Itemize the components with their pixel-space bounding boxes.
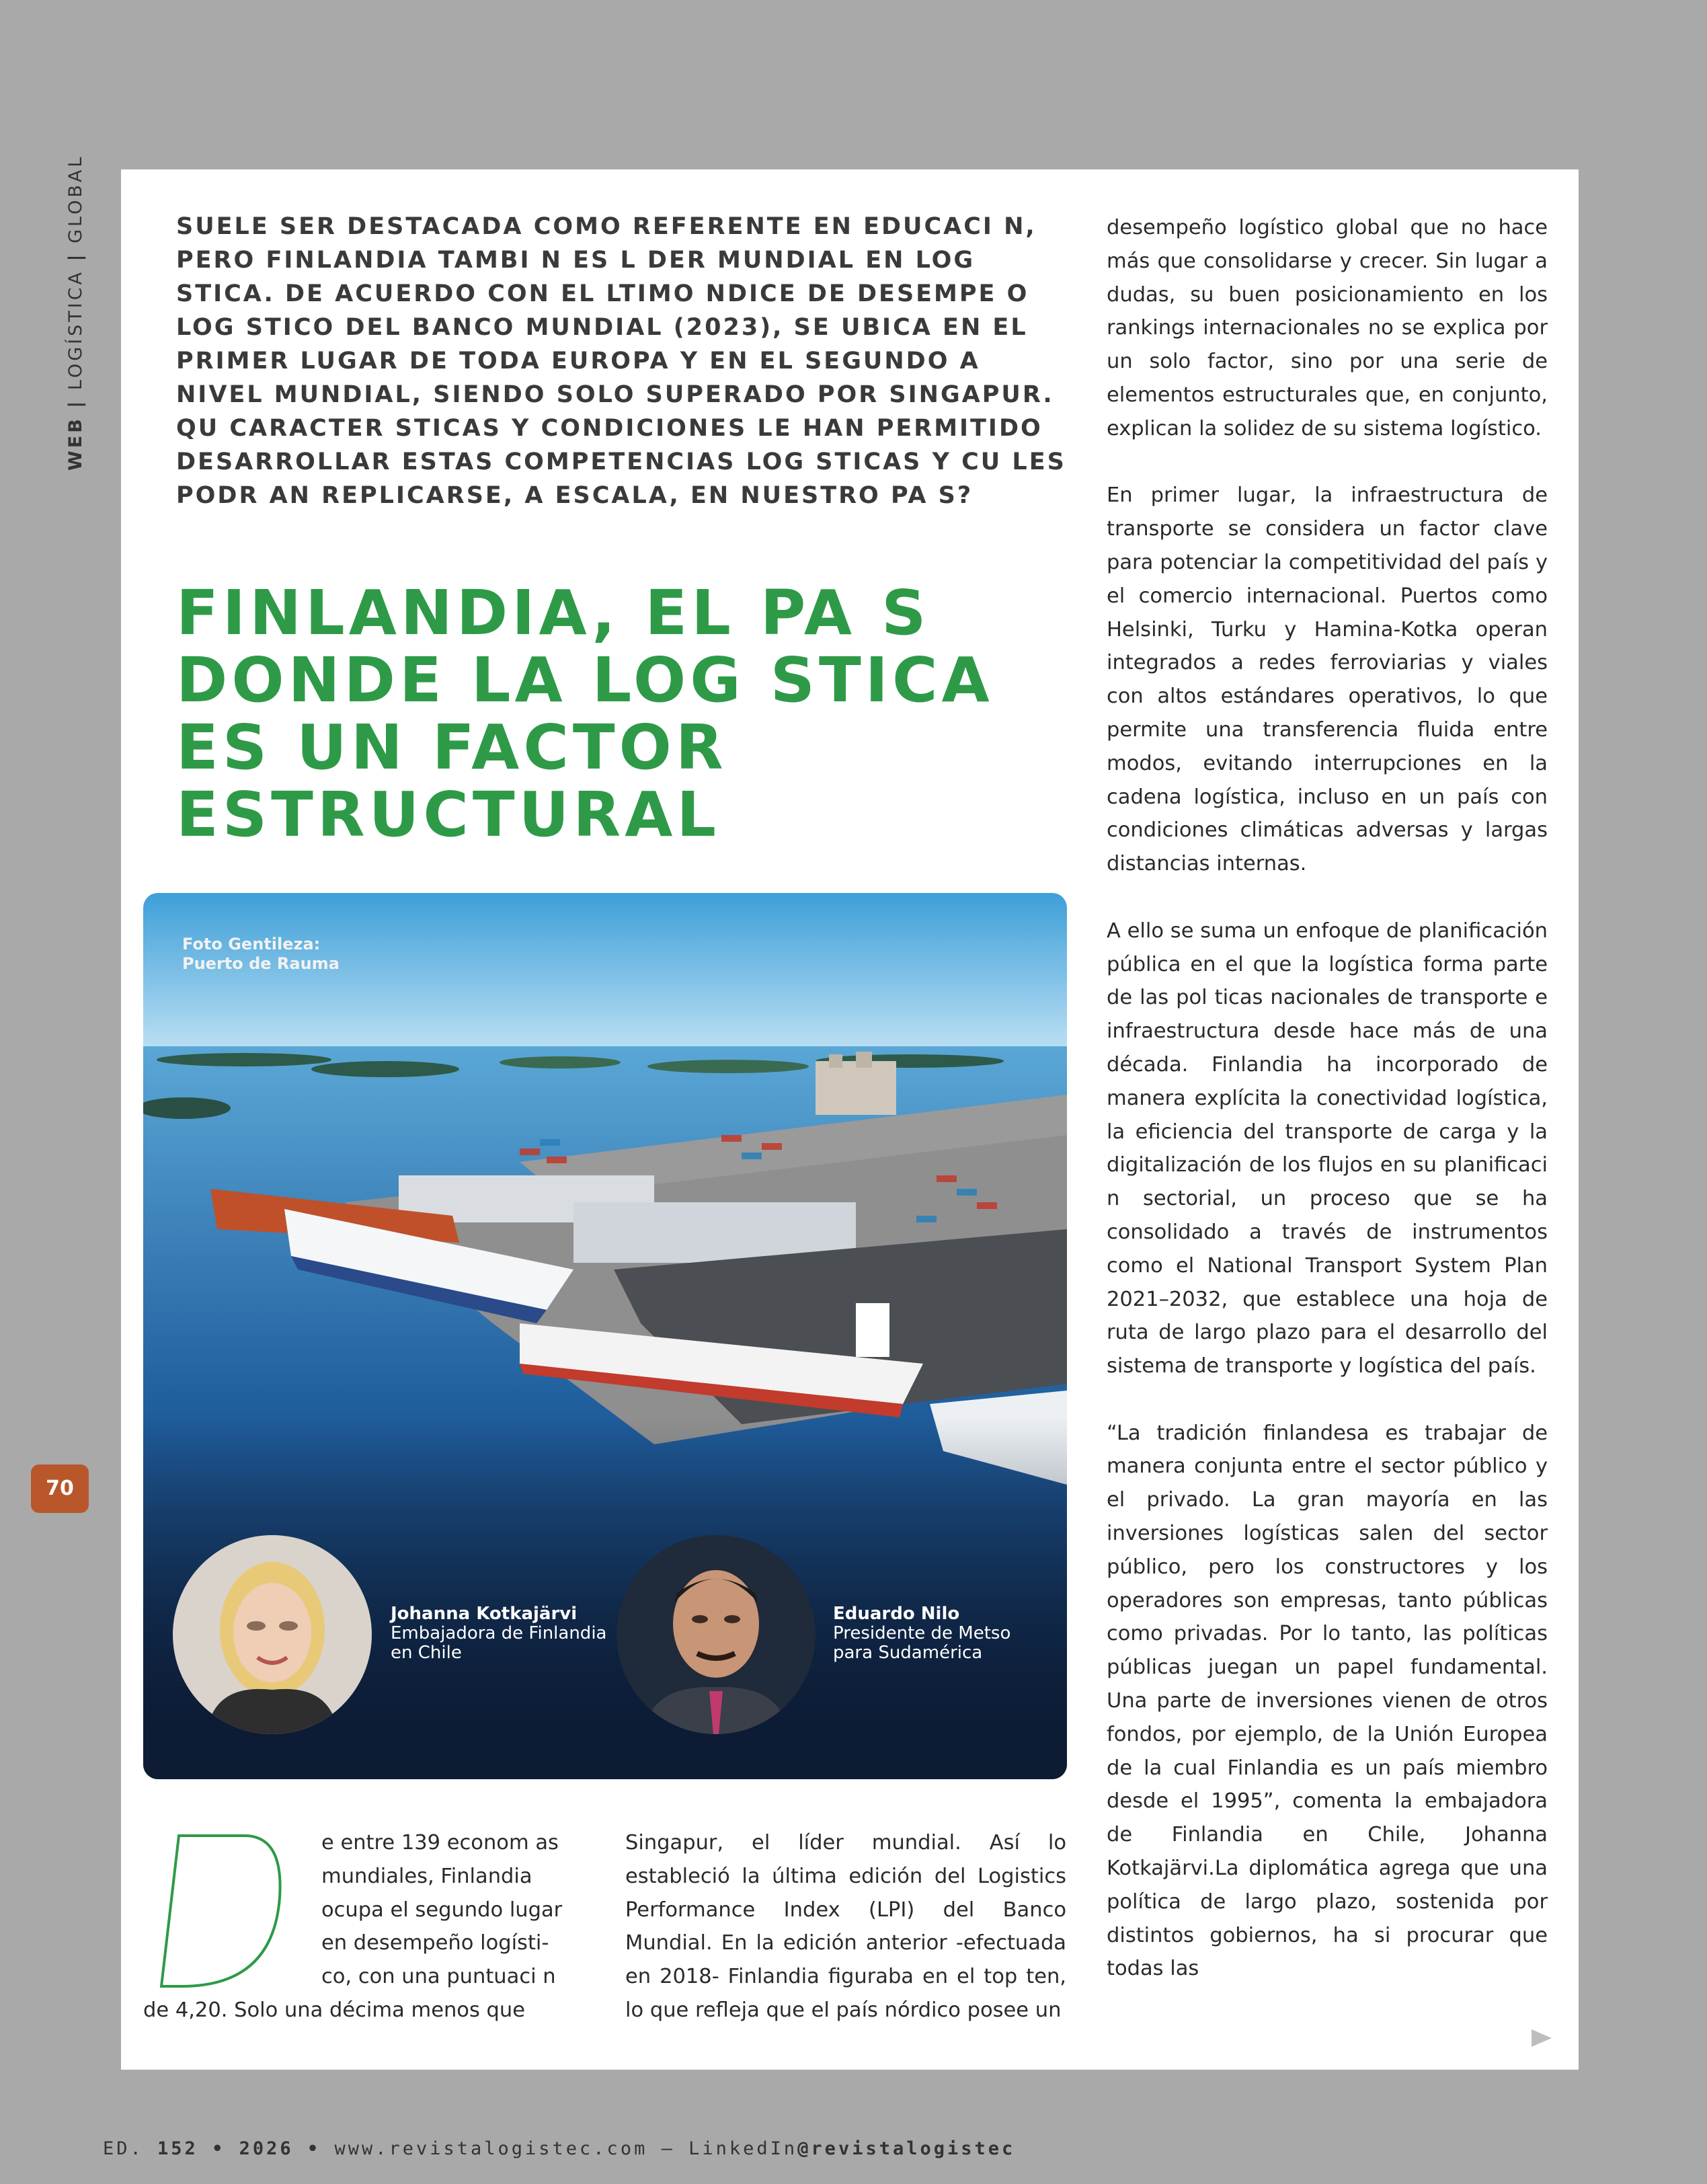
caption-johanna: Johanna Kotkajärvi Embajadora de Finlandia en Chile xyxy=(391,1604,607,1663)
next-page-arrow-icon[interactable] xyxy=(1530,2028,1553,2048)
intro-lead: SUELE SER DESTACADA COMO REFERENTE EN EDUCACI N, PERO FINLANDIA TAMBI N ES L DER MUNDIAL EN LOG STICA. DE ACUERDO CON EL LTIMO NDICE DE DESEMPE O LOG STICO DEL BANCO MUNDIAL (2023), SE UBICA EN EL PRIMER LUGAR DE TODA EUROPA Y EN EL SEGUNDO A NIVEL MUNDIAL, SIENDO SOLO SUPERADO POR SINGAPUR. QU CARACTER STICAS Y CONDICIONES LE HAN PERMITIDO DESARROLLAR ESTAS COMPETENCIAS LOG STICAS Y CU LES PODR AN REPLICARSE, A ESCALA, EN NUESTRO PA S? xyxy=(176,213,1066,509)
body-line: e entre 139 econom as xyxy=(321,1831,559,1855)
website-link[interactable]: www.revistalogistec.com xyxy=(334,2138,648,2159)
body-line: mundiales, Finlandia xyxy=(321,1864,532,1888)
linkedin-handle-link[interactable]: @revistalogistec xyxy=(797,2138,1016,2159)
photo-credit: Foto Gentileza: Puerto de Rauma xyxy=(182,935,340,973)
paragraph: En primer lugar, la infraestructura de transporte se considera un factor clave para potenciar la competitividad del país y el comercio internacional. Puertos como Helsinki, Turku y Hamina-Kotka operan integrados a redes ferroviarias y viales con altos estándares operativos, lo que permite una transferencia fluida entre modos, evitando interrupciones en la cadena logística, incluso en un país con condiciones climáticas adversas y largas distancias internas. xyxy=(1107,483,1548,876)
dropcap-d-icon xyxy=(152,1830,286,1992)
paragraph: A ello se suma un enfoque de planificación pública en el que la logística forma parte de las pol ticas nacionales de transporte e infraestructura desde hace más de una década. Finlandia ha incorporado de manera explícita la conectividad logística, la eficiencia del transporte de carga y la digitalización de los flujos en su planificaci n sectorial, un proceso que se ha consolidado a través de instrumentos como el National Transport System Plan 2021–2032, que establece una hoja de ruta de largo plazo para el desarrollo del sistema de transporte y logística del país. xyxy=(1107,919,1548,1378)
body-line: co, con una puntuaci n xyxy=(321,1965,556,1989)
section-label: WEB | LOGÍSTICA | GLOBAL xyxy=(65,154,86,471)
caption-eduardo: Eduardo Nilo Presidente de Metso para Sudamérica xyxy=(833,1604,1011,1663)
body-line: ocupa el segundo lugar xyxy=(321,1898,563,1922)
body-column-2: Singapur, el líder mundial. Así lo estableció la última edición del Logistics Performance Index (LPI) del Banco Mundial. En la edición anterior -efectuada en 2018- Finlandia figuraba en el top ten, lo que refleja que el país nórdico posee un xyxy=(625,1831,1066,2022)
paragraph: desempeño logístico global que no hace más que consolidarse y crecer. Sin lugar a dudas, su buen posicionamiento en los rankings internacionales no se explica por un solo factor, sino por una serie de elementos estructurales que, en conjunto, explican la solidez de su sistema logístico. xyxy=(1107,216,1548,440)
paragraph: “La tradición finlandesa es trabajar de manera conjunta entre el sector público y el privado. La gran mayoría en las inversiones logísticas salen del sector público, pero los constructores y los operadores son empresas, tanto públicas como privadas. Por lo tanto, las políticas públicas juegan un papel fundamental. Una parte de inversiones vienen de otros fondos, por ejemplo, de la Unión Europea de la cual Finlandia es un país miembro desde el 1995”, comenta la embajadora de Finlandia en Chile, Johanna Kotkajärvi.La diplomática agrega que una política de largo plazo, sostenida por distintos gobiernos, ha si procurar que todas las xyxy=(1107,1421,1548,1981)
port-photo xyxy=(143,893,1067,1779)
body-column-1-wrap xyxy=(321,1826,586,1994)
body-line: en desempeño logísti- xyxy=(321,1931,549,1955)
avatar-eduardo xyxy=(617,1535,816,1734)
avatar-johanna xyxy=(173,1535,372,1734)
page-number-badge: 70 xyxy=(31,1465,89,1513)
body-column-3 xyxy=(1107,211,1548,2019)
footer: ED. 152 • 2026 • www.revistalogistec.com – LinkedIn@revistalogistec xyxy=(103,2138,1016,2159)
article-title: FINLANDIA, EL PA S DONDE LA LOG STICA ES UN FACTOR ESTRUCTURAL xyxy=(176,577,994,851)
body-column-1-rest: de 4,20. Solo una décima menos que xyxy=(143,1998,525,2022)
